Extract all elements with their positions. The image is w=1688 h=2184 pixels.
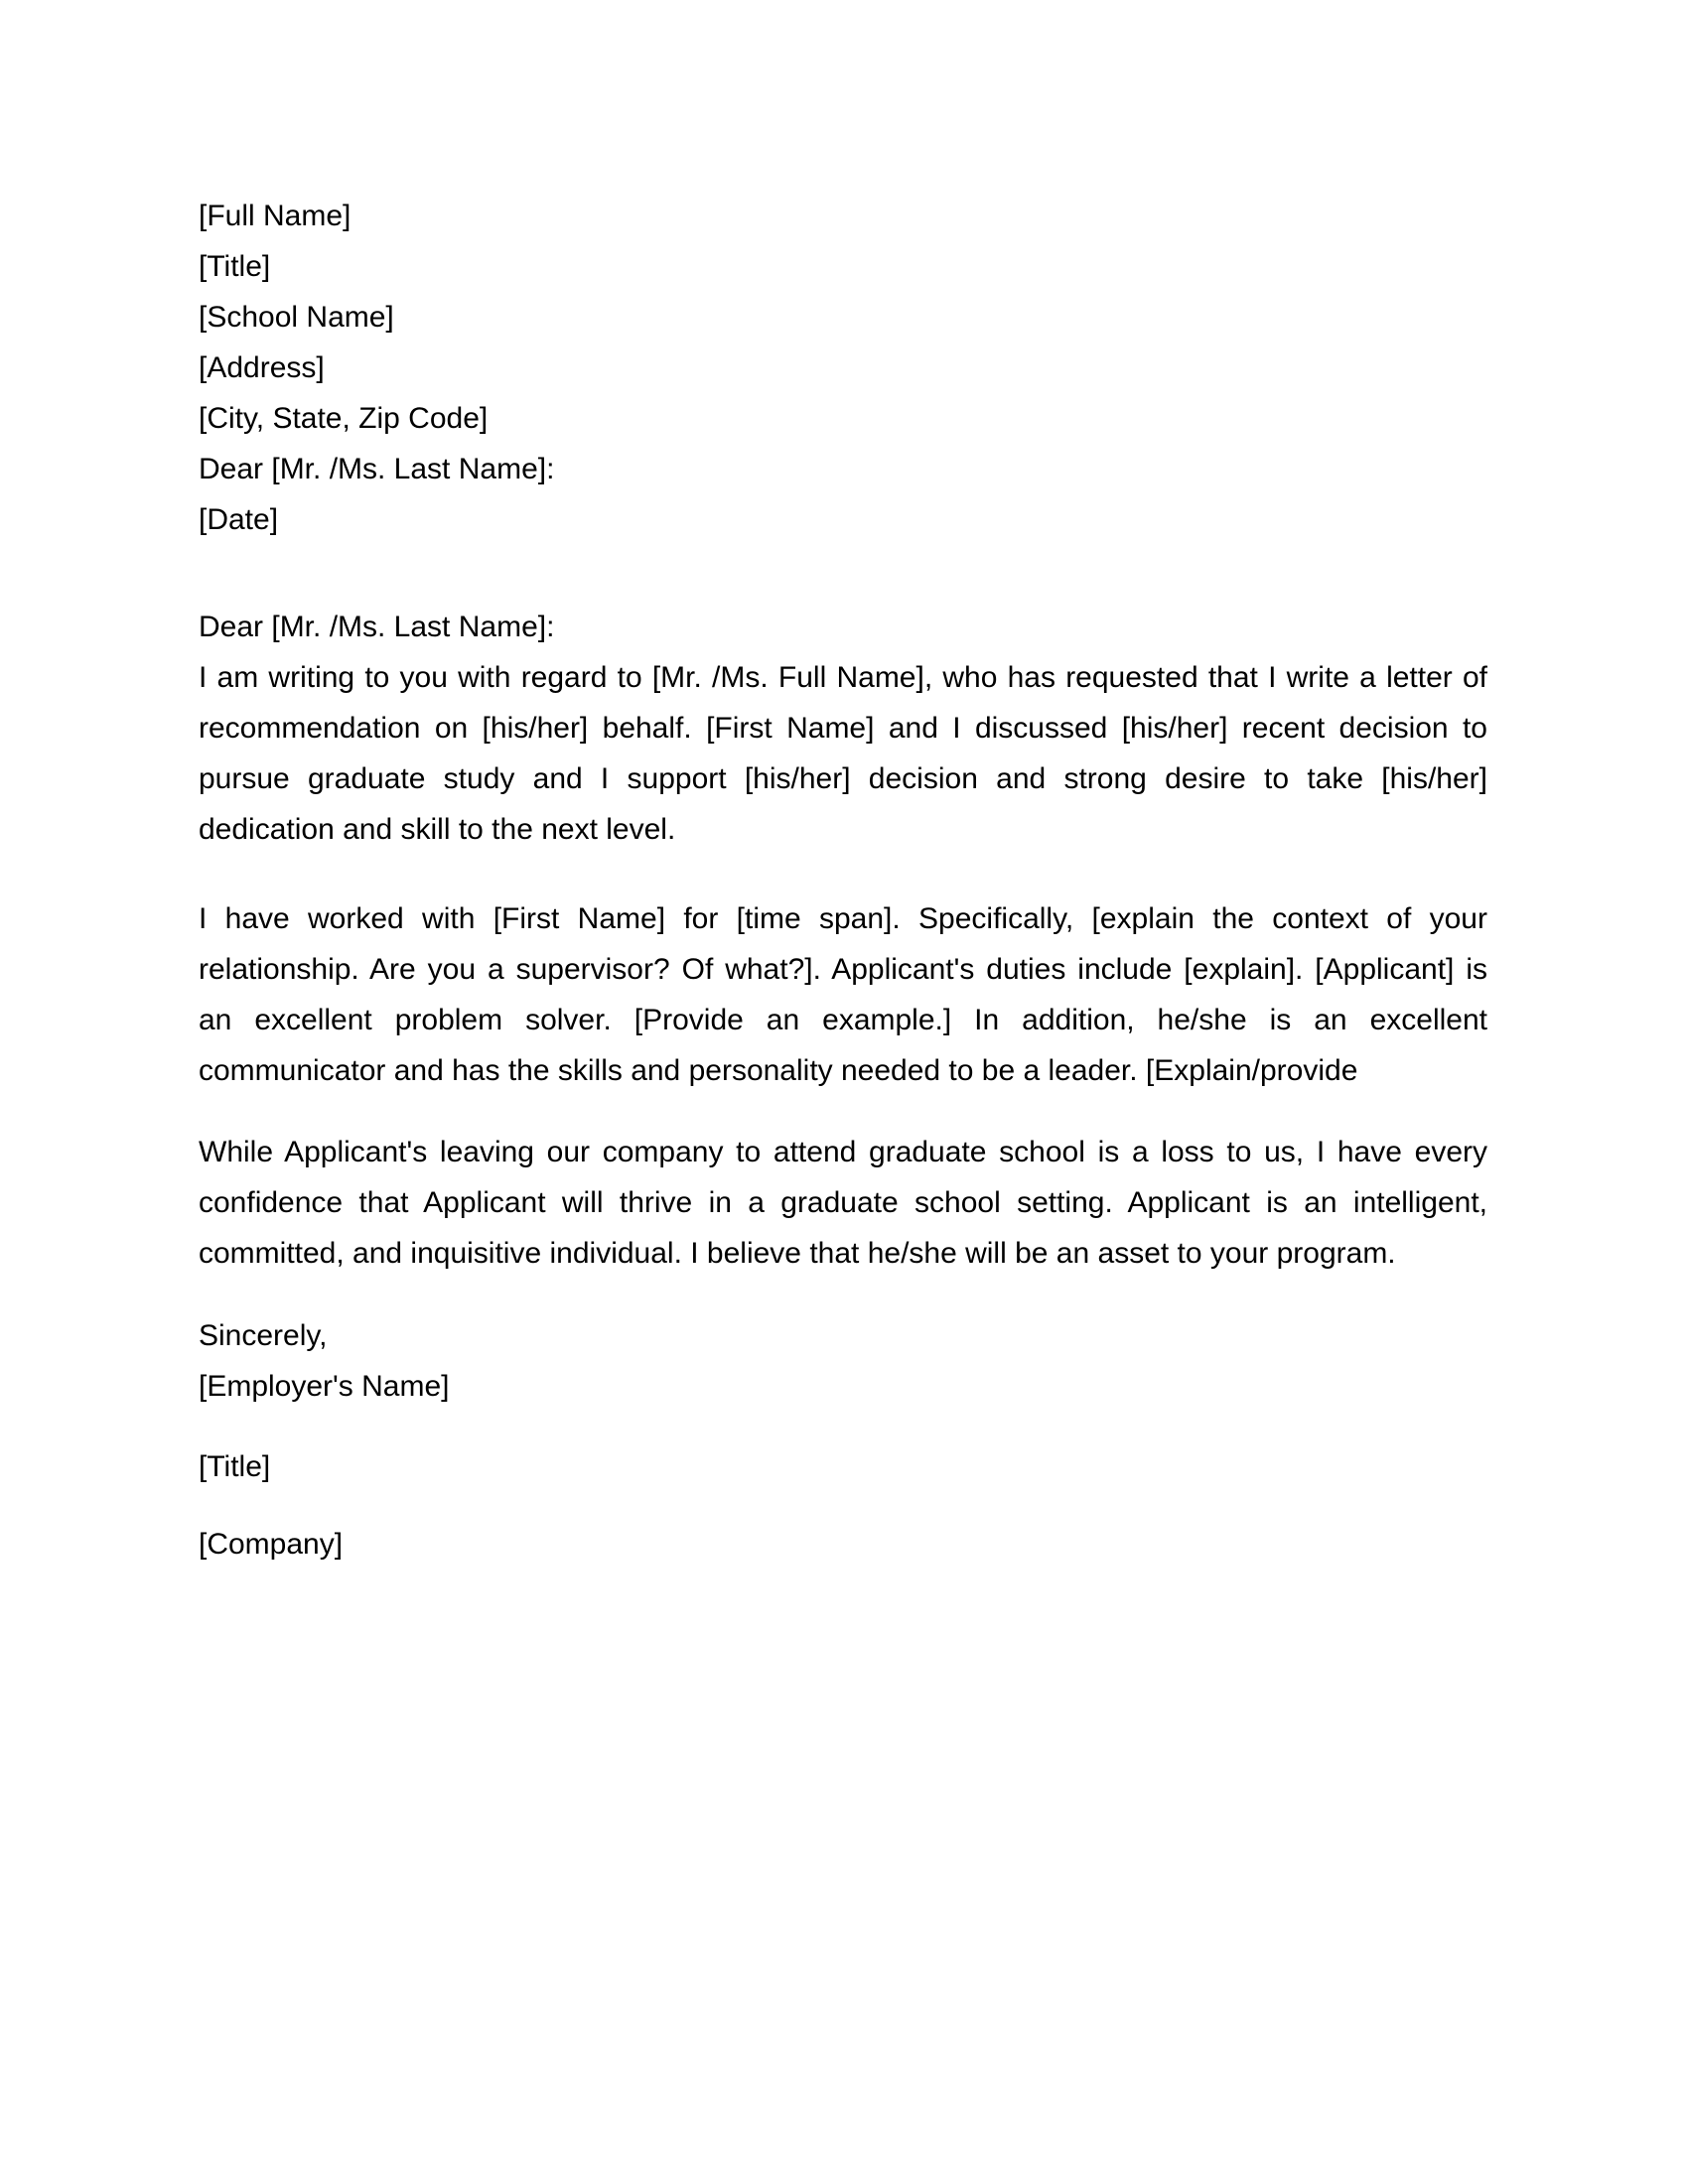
closing-block xyxy=(199,1310,1487,1412)
paragraph-introduction xyxy=(199,652,1487,855)
body-line: relationship. Are you a supervisor? Of what?]. Applicant's duties include [explain]. [Applicant] is xyxy=(199,953,1487,986)
recipient-full-name-line: [Full Name] xyxy=(199,200,352,232)
letter-content xyxy=(199,191,1487,1570)
paragraph-relationship xyxy=(199,893,1487,1096)
date-line: [Date] xyxy=(199,503,279,536)
signature-title-line: [Title] xyxy=(199,1450,271,1483)
body-line: dedication and skill to the next level. xyxy=(199,813,676,846)
body-line: committed, and inquisitive individual. I believe that he/she will be an asset to your program. xyxy=(199,1237,1396,1270)
body-line: While Applicant's leaving our company to attend graduate school is a loss to us, I have every xyxy=(199,1136,1487,1168)
signature-company-block xyxy=(199,1519,1487,1570)
valediction-line: Sincerely, xyxy=(199,1319,328,1352)
body-line: I am writing to you with regard to [Mr. /Ms. Full Name], who has requested that I write a letter of xyxy=(199,661,1487,694)
employer-name-line: [Employer's Name] xyxy=(199,1370,450,1403)
signature-company-line: [Company] xyxy=(199,1528,344,1561)
salutation xyxy=(199,602,1487,652)
salutation-line: Dear [Mr. /Ms. Last Name]: xyxy=(199,611,555,643)
body-line: communicator and has the skills and personality needed to be a leader. [Explain/provide xyxy=(199,1054,1358,1087)
body-line: recommendation on [his/her] behalf. [First Name] and I discussed [his/her] recent decision to xyxy=(199,712,1487,745)
recipient-dear-line: Dear [Mr. /Ms. Last Name]: xyxy=(199,453,555,485)
recipient-title-line: [Title] xyxy=(199,250,271,283)
signature-title-block xyxy=(199,1441,1487,1492)
recipient-school-name-line: [School Name] xyxy=(199,301,394,334)
recipient-address-block xyxy=(199,191,1487,545)
recipient-city-state-zip-line: [City, State, Zip Code] xyxy=(199,402,489,435)
body-line: pursue graduate study and I support [his/her] decision and strong desire to take [his/her] xyxy=(199,762,1487,795)
body-line: an excellent problem solver. [Provide an example.] In addition, he/she is an excellent xyxy=(199,1004,1487,1036)
recipient-address-line: [Address] xyxy=(199,351,325,384)
body-line: I have worked with [First Name] for [time span]. Specifically, [explain the context of your xyxy=(199,902,1487,935)
body-line: confidence that Applicant will thrive in a graduate school setting. Applicant is an intelligent, xyxy=(199,1186,1487,1219)
paragraph-endorsement xyxy=(199,1127,1487,1279)
